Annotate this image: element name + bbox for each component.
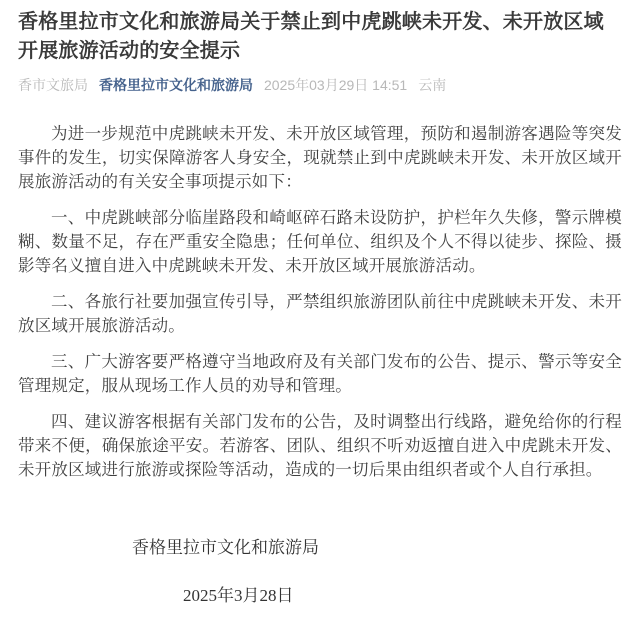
article-body	[18, 122, 622, 608]
source-short-label: 香市文旅局	[18, 77, 88, 93]
paragraph-item-1: 一、中虎跳峡部分临崖路段和崎岖碎石路未设防护，护栏年久失修，警示牌模糊、数量不足，存在严重安全隐患；任何单位、组织及个人不得以徒步、探险、摄影等名义擅自进入中虎跳峡未开发、未开放区域开展旅游活动。	[18, 209, 622, 275]
publish-location: 云南	[418, 77, 447, 93]
publish-datetime: 2025年03月29日 14:51	[264, 77, 408, 93]
paragraph-item-2: 二、各旅行社要加强宣传引导，严禁组织旅游团队前往中虎跳峡未开发、未开放区域开展旅游活动。	[18, 293, 622, 335]
paragraph-item-4: 四、建议游客根据有关部门发布的公告，及时调整出行线路，避免给你的行程带来不便，确保旅途平安。若游客、团队、组织不听劝返擅自进入中虎跳未开发、未开放区域进行旅游或探险等活动，造成的一切后果由组织者或个人自行承担。	[18, 413, 622, 479]
signature-org: 香格里拉市文化和旅游局	[132, 538, 319, 557]
article-meta	[18, 76, 622, 94]
source-account-link[interactable]: 香格里拉市文化和旅游局	[99, 77, 253, 93]
signature-date: 2025年3月28日	[183, 586, 294, 605]
article-title: 香格里拉市文化和旅游局关于禁止到中虎跳峡未开发、未开放区域开展旅游活动的安全提示	[18, 11, 604, 62]
paragraph-item-3: 三、广大游客要严格遵守当地政府及有关部门发布的公告、提示、警示等安全管理规定，服从现场工作人员的劝导和管理。	[18, 353, 622, 395]
paragraph-intro: 为进一步规范中虎跳峡未开发、未开放区域管理，预防和遏制游客遇险等突发事件的发生，切实保障游客人身安全，现就禁止到中虎跳峡未开发、未开放区域开展旅游活动的有关安全事项提示如下：	[18, 125, 622, 191]
